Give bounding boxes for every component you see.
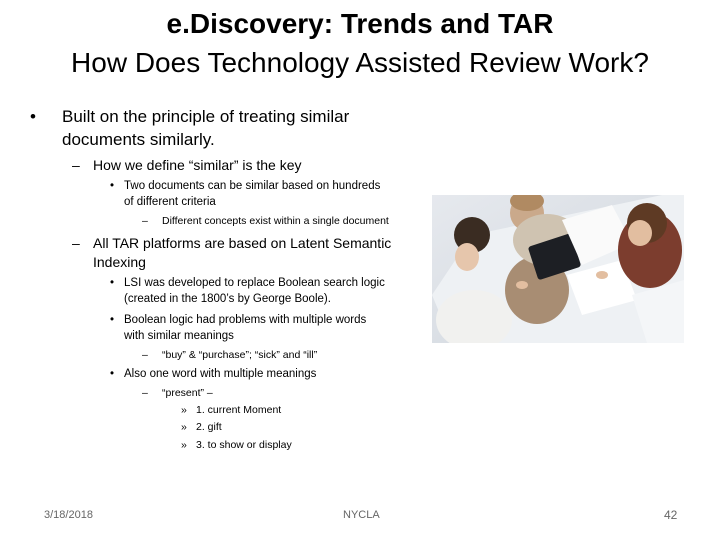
raquo-icon: » <box>181 404 187 416</box>
dash-icon: – <box>142 349 148 361</box>
sub2c-text: Also one word with multiple meanings <box>124 368 317 380</box>
bullet1-text-cont: documents similarly. <box>62 130 215 149</box>
footer-center: NYCLA <box>343 509 380 521</box>
sub2b-text-cont: with similar meanings <box>124 330 234 342</box>
sub2a-text-cont: (created in the 1800’s by George Boole). <box>124 293 331 305</box>
sub1a-i-text: Different concepts exist within a single document <box>162 215 389 227</box>
sub2-text: All TAR platforms are based on Latent Semantic <box>93 235 392 251</box>
meaning-2: 2. gift <box>196 421 222 433</box>
bullet-icon: • <box>110 277 115 289</box>
sub2-text-cont: Indexing <box>93 254 146 270</box>
sub1a-text-cont: of different criteria <box>124 196 216 208</box>
dash-icon: – <box>142 215 148 227</box>
sub1-text: How we define “similar” is the key <box>93 157 302 173</box>
meaning-3: 3. to show or display <box>196 439 292 451</box>
dash-icon: – <box>72 235 80 251</box>
dash-icon: – <box>72 157 80 173</box>
footer-date: 3/18/2018 <box>44 509 93 521</box>
sub2b-i-text: “buy” & “purchase”; “sick” and “ill” <box>162 349 318 361</box>
raquo-icon: » <box>181 421 187 433</box>
bullet1-text: Built on the principle of treating similar <box>62 107 350 126</box>
sub2a-text: LSI was developed to replace Boolean search logic <box>124 277 385 289</box>
page-number: 42 <box>664 508 678 522</box>
sub1a-text: Two documents can be similar based on hundreds <box>124 180 381 192</box>
sub2b-text: Boolean logic had problems with multiple words <box>124 314 367 326</box>
meaning-1: 1. current Moment <box>196 404 282 416</box>
raquo-icon: » <box>181 439 187 451</box>
meeting-photo <box>432 195 684 343</box>
slide-title: e.Discovery: Trends and TAR <box>166 8 554 39</box>
dash-icon: – <box>142 387 148 399</box>
slide-subtitle: How Does Technology Assisted Review Work? <box>71 47 649 78</box>
bullet-icon: • <box>110 314 115 326</box>
sub2c-i-text: “present” – <box>162 387 213 399</box>
bullet-icon: • <box>30 107 36 126</box>
bullet-icon: • <box>110 368 115 380</box>
bullet-icon: • <box>110 180 115 192</box>
